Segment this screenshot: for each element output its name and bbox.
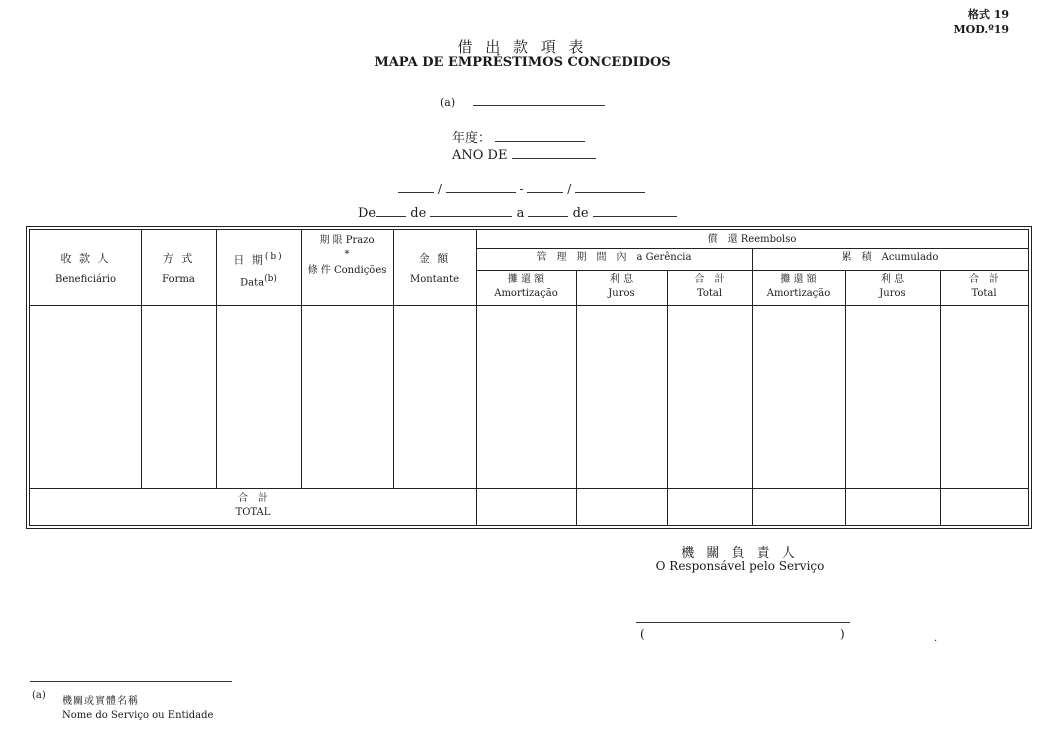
col-line xyxy=(845,270,846,525)
header-form xyxy=(141,252,216,287)
date-range-line xyxy=(398,178,645,196)
period-de-3: de xyxy=(572,206,589,221)
header-date xyxy=(216,250,301,290)
period-blank-4[interactable] xyxy=(593,202,677,217)
year-blank-zh[interactable] xyxy=(495,127,585,142)
header-beneficiary xyxy=(30,252,141,287)
header-date-pt: Data xyxy=(240,276,265,288)
header-interest-2 xyxy=(845,273,940,301)
date-blank-1[interactable] xyxy=(398,178,434,193)
interest-pt-1: Juros xyxy=(608,288,635,299)
header-date-zh: 日 期 xyxy=(233,253,265,267)
header-form-zh: 方 式 xyxy=(162,252,195,265)
total-zh-1: 合 計 xyxy=(694,274,725,285)
footnote-pt: Nome do Serviço ou Entidade xyxy=(62,710,214,721)
footnote-rule xyxy=(30,681,232,682)
footnote-mark: (a) xyxy=(32,690,46,701)
entity-line xyxy=(440,91,605,109)
footnote-zh: 機關或實體名稱 xyxy=(62,696,139,707)
signature-paren-open: ( xyxy=(640,627,645,641)
header-amount-pt: Montante xyxy=(409,274,460,285)
row-line xyxy=(30,305,1028,306)
header-date-note-pt: (b) xyxy=(264,273,277,284)
col-line xyxy=(940,270,941,525)
signature-title-pt: O Responsável pelo Serviço xyxy=(655,559,825,573)
total-row-zh: 合 計 xyxy=(238,493,268,504)
title-chinese: 借 出 款 項 表 xyxy=(457,38,588,56)
date-slash-1: / xyxy=(437,182,442,196)
period-de-1: De xyxy=(358,206,377,221)
period-blank-3[interactable] xyxy=(528,202,568,217)
form-code-pt: MOD.º19 xyxy=(953,23,1009,36)
year-label-zh: 年度： xyxy=(452,131,492,146)
interest-pt-2: Juros xyxy=(879,288,906,299)
date-slash-2: / xyxy=(567,182,572,196)
header-interest-1 xyxy=(576,273,667,301)
total-pt-2: Total xyxy=(971,288,997,299)
header-reimbursement: 償 還 Reembolso xyxy=(707,234,797,245)
header-amount-zh: 金 額 xyxy=(418,252,451,265)
header-amortization-2 xyxy=(752,273,845,301)
entity-line-label: (a) xyxy=(440,96,456,109)
amortization-pt-2: Amortização xyxy=(766,288,831,299)
year-blank-pt[interactable] xyxy=(512,144,596,159)
stray-dot: . xyxy=(934,633,938,644)
form-code xyxy=(953,7,1009,37)
period-a: a xyxy=(516,206,525,221)
col-line xyxy=(576,270,577,525)
header-total-1 xyxy=(667,273,752,301)
header-term xyxy=(301,234,393,278)
form-code-zh: 格式 19 xyxy=(967,8,1009,21)
loans-table xyxy=(29,229,1029,526)
header-beneficiary-zh: 收 款 人 xyxy=(60,252,111,265)
period-blank-1[interactable] xyxy=(376,202,406,217)
total-zh-2: 合 計 xyxy=(969,274,999,285)
total-row-pt: TOTAL xyxy=(235,507,271,518)
header-management: 管 理 期 間 內 a Gerência xyxy=(536,252,692,263)
header-amortization-1 xyxy=(476,273,576,301)
header-amount xyxy=(393,252,476,287)
entity-blank[interactable] xyxy=(473,91,605,106)
year-label-pt: ANO DE xyxy=(452,148,508,163)
amortization-zh-2: 攤 還 額 xyxy=(780,274,817,285)
row-line xyxy=(476,270,1028,271)
signature-line[interactable] xyxy=(636,622,850,623)
amortization-pt-1: Amortização xyxy=(494,288,558,299)
interest-zh-1: 利 息 xyxy=(609,274,634,285)
header-form-pt: Forma xyxy=(162,274,195,285)
signature-title-zh: 機 關 負 責 人 xyxy=(681,546,799,561)
interest-zh-2: 利 息 xyxy=(880,274,905,285)
date-blank-2[interactable] xyxy=(446,178,516,193)
year-line-pt xyxy=(452,144,596,163)
amortization-zh-1: 攤 還 額 xyxy=(507,274,545,285)
header-beneficiary-pt: Beneficiário xyxy=(54,274,117,285)
date-dash: - xyxy=(519,182,524,196)
date-blank-4[interactable] xyxy=(575,178,645,193)
header-term-star: * xyxy=(344,249,350,260)
header-term-conditions: 條 件 Condições xyxy=(307,265,387,276)
header-term-zh: 期 限 Prazo xyxy=(319,235,375,246)
header-date-note: (b) xyxy=(264,252,284,262)
period-de-2: de xyxy=(410,206,427,221)
col-line xyxy=(667,270,668,525)
title-portuguese: MAPA DE EMPRÉSTIMOS CONCEDIDOS xyxy=(374,55,671,70)
period-line xyxy=(358,202,677,221)
signature-paren-close: ) xyxy=(840,627,845,641)
period-blank-2[interactable] xyxy=(430,202,512,217)
row-line xyxy=(476,248,1028,249)
header-total-2 xyxy=(940,273,1028,301)
date-blank-3[interactable] xyxy=(527,178,563,193)
header-accumulated: 累 積 Acumulado xyxy=(841,252,939,263)
row-line xyxy=(30,488,1028,489)
total-pt-1: Total xyxy=(696,288,723,299)
total-row-label xyxy=(30,492,476,520)
